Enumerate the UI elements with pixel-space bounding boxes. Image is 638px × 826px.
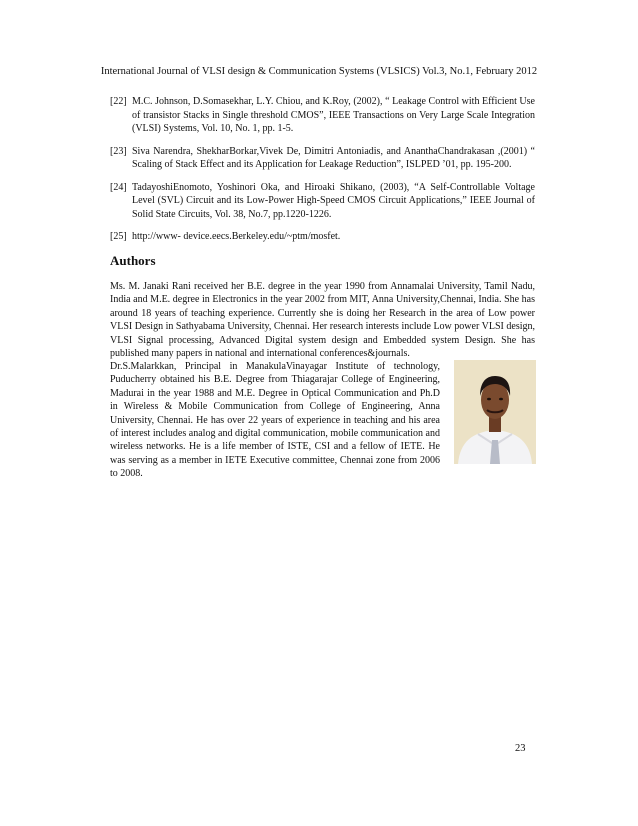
author-portrait-image <box>454 360 536 464</box>
running-header: International Journal of VLSI design & Communication Systems (VLSICS) Vol.3, No.1, February 2012 <box>100 66 538 77</box>
reference-item <box>110 230 535 244</box>
reference-item <box>110 95 535 136</box>
reference-link[interactable]: http://www- device.eecs.Berkeley.edu/~ptm/mosfet. <box>132 231 341 242</box>
reference-number: [24] <box>110 181 127 193</box>
reference-item <box>110 145 535 172</box>
author-bio-malarkkan: Dr.S.Malarkkan, Principal in ManakulaVinayagar Institute of technology, Puducherry obtained his B.E. Degree from Thiagarajar College of Engineering, Madurai in the year 1988 and M.E. Degree in Optical Communication and Ph.D in Wireless & Mobile Communication from College of Engineering, Anna University, Chennai. He has over 22 years of experience in teaching and his area of interest includes analog and digital communication, mobile communication and wireless networks. He is a life member of ISTE, CSI and a fellow of IETE. He was serving as a member in IETE Executive committee, Chennai zone from 2006 to 2008. <box>110 361 440 480</box>
author-photo <box>454 360 536 464</box>
author-bio-janaki-rani: Ms. M. Janaki Rani received her B.E. degree in the year 1990 from Annamalai University, Tamil Nadu, India and M.E. degree in Electronics in the year 2002 from MIT, Anna University,Chennai, India. She has around 18 years of teaching experience. Currently she is doing her Research in the area of Low power VLSI Design in Sathyabama University, Chennai. Her research interests include Low power VLSI design, VLSI Signal processing, Advanced Digital system design and Embedded system Design. She has published many papers in national and international conferences&journals. <box>110 281 535 360</box>
reference-number: [23] <box>110 145 127 157</box>
reference-text: Siva Narendra, ShekharBorkar,Vivek De, Dimitri Antoniadis, and AnanthaChandrakasan ,(2001) “ Scaling of Stack Effect and its Application for Leakage Reduction”, ISLPED ’01, pp. 195-200. <box>132 145 535 170</box>
page-number: 23 <box>515 743 526 754</box>
authors-heading: Authors <box>110 253 156 268</box>
reference-number: [25] <box>110 231 127 242</box>
reference-list <box>110 95 535 253</box>
reference-item <box>110 181 535 222</box>
reference-number: [22] <box>110 96 127 107</box>
reference-text: M.C. Johnson, D.Somasekhar, L.Y. Chiou, and K.Roy, (2002), “ Leakage Control with Efficient Use of transistor Stacks in Single threshold CMOS”, IEEE Transactions on Very Large Scale Integration (VLSI) Systems, Vol. 10, No. 1, pp. 1-5. <box>132 96 535 134</box>
reference-text: TadayoshiEnomoto, Yoshinori Oka, and Hiroaki Shikano, (2003), “A Self-Controllable Voltage Level (SVL) Circuit and its Low-Power High-Speed CMOS Circuit Applications,” IEEE Journal of Solid State Circuits, Vol. 38, No.7, pp.1220-1226. <box>132 181 535 220</box>
